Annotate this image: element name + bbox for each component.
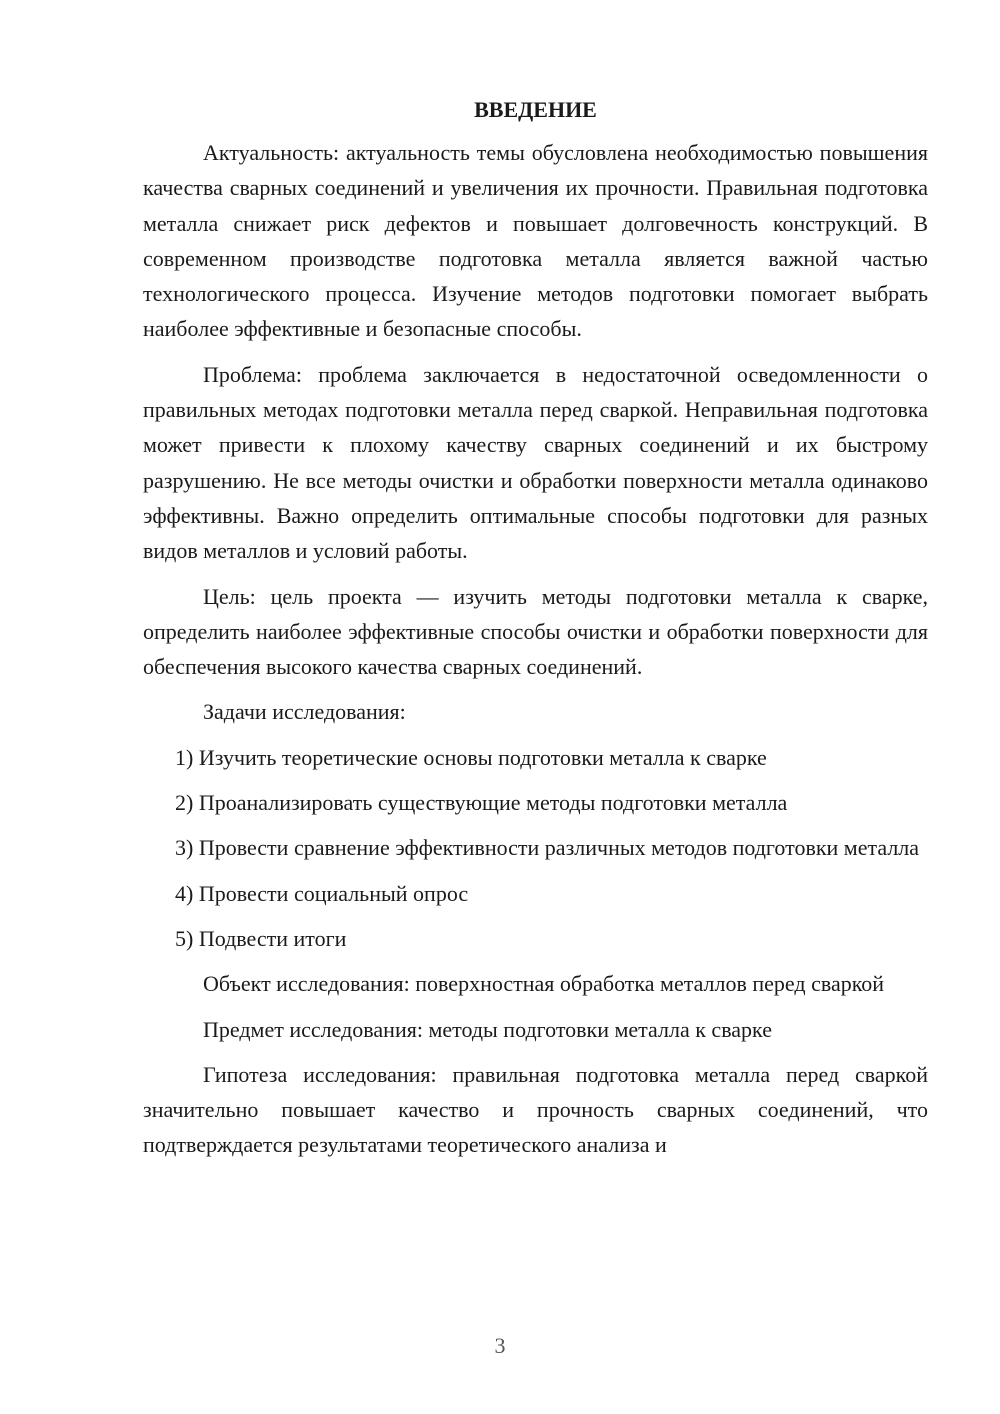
task-item-3: 3) Провести сравнение эффективности различных методов подготовки металла bbox=[175, 835, 920, 861]
goal-paragraph: Цель: цель проекта — изучить методы подготовки металла к сварке, определить наиболее эффективные способы очистки и обработки поверхности для обеспечения высокого качества сварных соединений. bbox=[143, 583, 928, 680]
page-number: 3 bbox=[494, 1333, 506, 1358]
tasks-intro: Задачи исследования: bbox=[203, 699, 406, 725]
page-title: ВВЕДЕНИЕ bbox=[474, 97, 597, 122]
hypothesis-paragraph: Гипотеза исследования: правильная подготовка металла перед сваркой значительно повышает качество и прочность сварных соединений, что подтверждается результатами теоретического анализа и bbox=[143, 1061, 928, 1158]
relevance-paragraph: Актуальность: актуальность темы обусловлена необходимостью повышения качества сварных соединений и увеличения их прочности. Правильная подготовка металла снижает риск дефектов и повышает долговечность конструкций. В современном производстве подготовка металла является важной частью технологического процесса. Изучение методов подготовки помогает выбрать наиболее эффективные и безопасные способы. bbox=[143, 140, 928, 342]
object-paragraph: Объект исследования: поверхностная обработка металлов перед сваркой bbox=[203, 971, 885, 997]
document-page bbox=[143, 92, 928, 1173]
task-item-5: 5) Подвести итоги bbox=[175, 925, 347, 951]
task-item-4: 4) Провести социальный опрос bbox=[175, 880, 469, 906]
task-item-1: 1) Изучить теоретические основы подготовки металла к сварке bbox=[175, 744, 767, 770]
problem-paragraph: Проблема: проблема заключается в недостаточной осведомленности о правильных методах подготовки металла перед сваркой. Неправильная подготовка может привести к плохому качеству сварных соединений и их быстрому разрушению. Не все методы очистки и обработки поверхности металла одинаково эффективны. Важно определить оптимальные способы подготовки для разных видов металлов и условий работы. bbox=[143, 361, 928, 564]
task-item-2: 2) Проанализировать существующие методы подготовки металла bbox=[175, 790, 788, 816]
subject-paragraph: Предмет исследования: методы подготовки металла к сварке bbox=[203, 1016, 772, 1042]
